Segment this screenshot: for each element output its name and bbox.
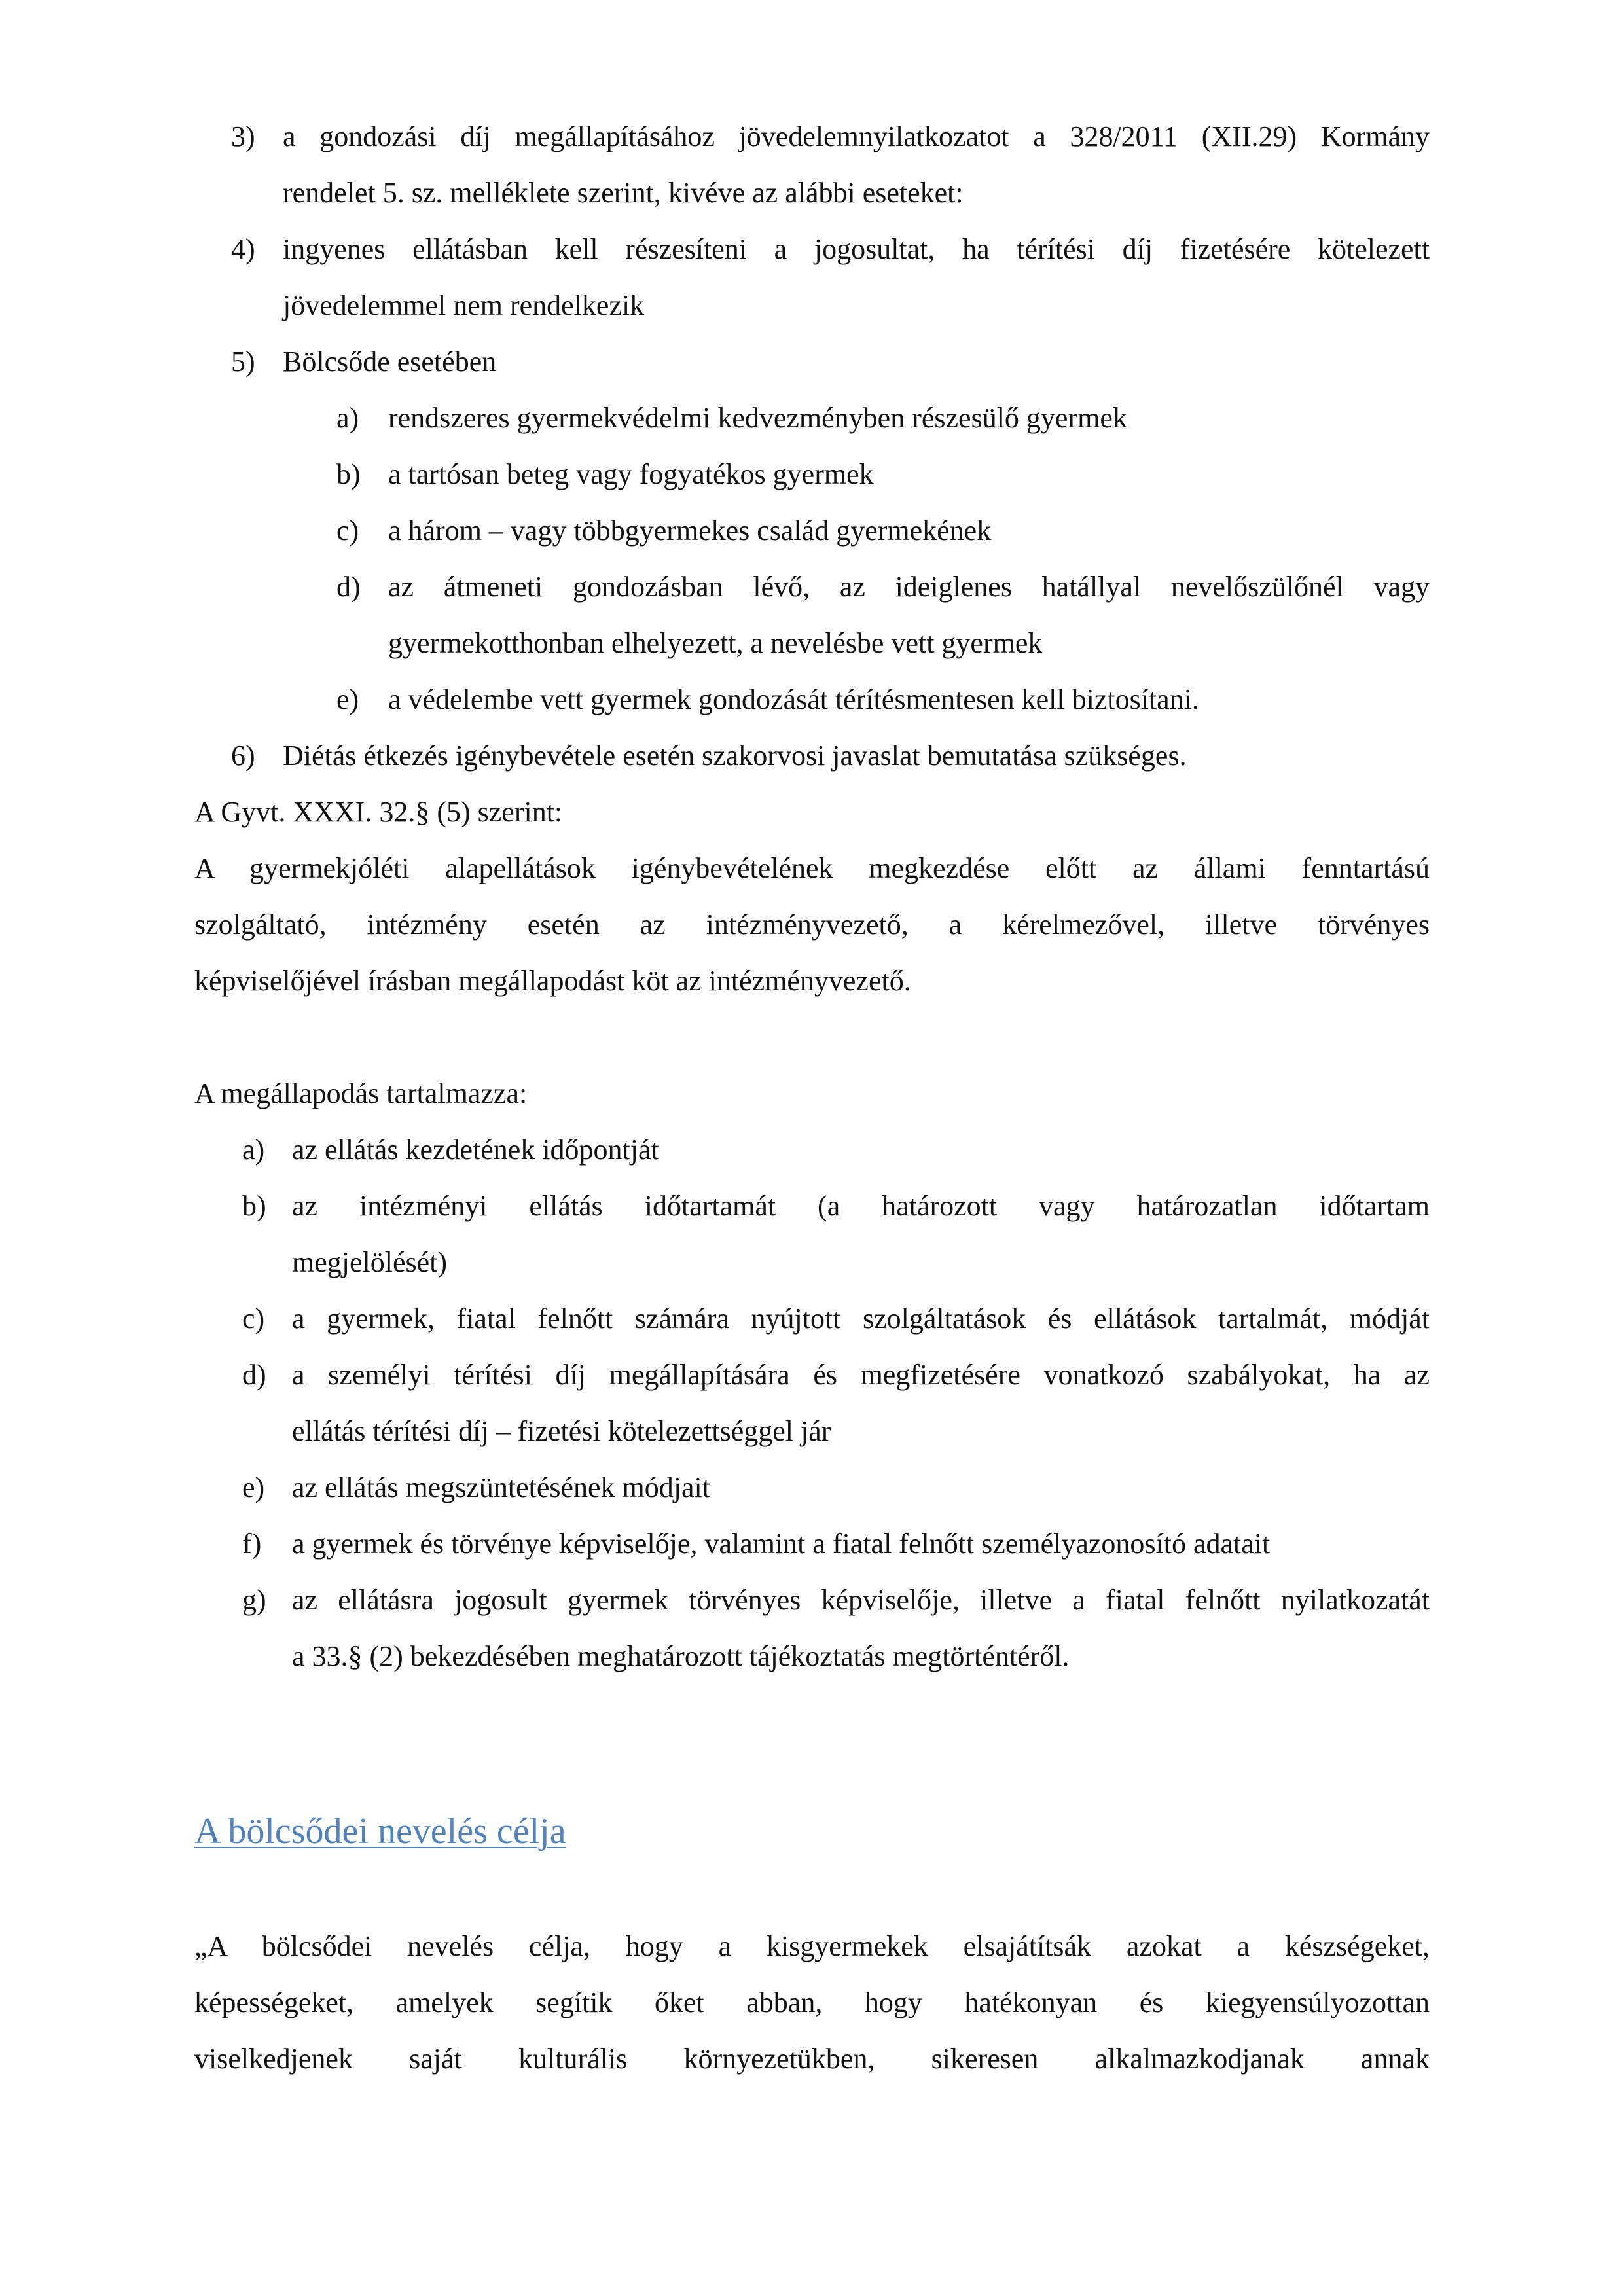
list-letter: e) (242, 1471, 265, 1503)
sub-list-letter: a) (336, 402, 359, 434)
list-letter: g) (242, 1584, 266, 1616)
sub-list-item-text: a három – vagy többgyermekes család gyermekének (388, 514, 992, 547)
list-item-text: a személyi térítési díj megállapítására és megfizetésére vonatkozó szabályokat, ha az (292, 1359, 1430, 1391)
paragraph-line: képviselőjével írásban megállapodást köt az intézményvezető. (194, 965, 911, 997)
contents-intro: A megállapodás tartalmazza: (194, 1077, 528, 1109)
list-item-text: rendelet 5. sz. melléklete szerint, kivéve az alábbi eseteket: (283, 177, 964, 209)
list-item-text: a gondozási díj megállapításához jövedelemnyilatkozatot a 328/2011 (XII.29) Kormány (283, 120, 1430, 152)
list-item-text: az ellátás kezdetének időpontját (292, 1134, 659, 1166)
sub-list-item-text: rendszeres gyermekvédelmi kedvezményben részesülő gyermek (388, 402, 1127, 434)
list-number: 3) (231, 120, 255, 152)
list-item-text: ingyenes ellátásban kell részesíteni a jogosultat, ha térítési díj fizetésére kötelezett (283, 233, 1430, 265)
list-item-text: a 33.§ (2) bekezdésében meghatározott tájékoztatás megtörténtéről. (292, 1640, 1070, 1672)
sub-list-item-text: a tartósan beteg vagy fogyatékos gyermek (388, 458, 874, 490)
paragraph-line: képességeket, amelyek segítik őket abban, hogy hatékonyan és kiegyensúlyozottan (194, 1986, 1430, 2018)
list-number: 5) (231, 346, 255, 378)
list-item-text: Diétás étkezés igénybevétele esetén szakorvosi javaslat bemutatása szükséges. (283, 740, 1187, 772)
sub-list-letter: e) (336, 683, 359, 715)
list-item-text: ellátás térítési díj – fizetési kötelezettséggel jár (292, 1415, 831, 1447)
sub-list-letter: b) (336, 458, 361, 490)
sub-list-item-text: gyermekotthonban elhelyezett, a nevelésbe vett gyermek (388, 627, 1043, 659)
list-item-text: a gyermek és törvénye képviselője, valamint a fiatal felnőtt személyazonosító adatait (292, 1528, 1271, 1560)
list-letter: c) (242, 1302, 265, 1335)
sub-list-letter: d) (336, 571, 361, 603)
list-number: 6) (231, 740, 255, 772)
list-letter: f) (242, 1528, 262, 1560)
list-item-text: Bölcsőde esetében (283, 346, 497, 378)
paragraph-line: A gyermekjóléti alapellátások igénybevételének megkezdése előtt az állami fenntartású (194, 852, 1430, 884)
list-item-text: megjelölését) (292, 1246, 448, 1278)
list-item-text: a gyermek, fiatal felnőtt számára nyújtott szolgáltatások és ellátások tartalmát, módját (292, 1302, 1430, 1335)
paragraph-line: viselkedjenek saját kulturális környezetükben, sikeresen alkalmazkodjanak annak (194, 2043, 1430, 2075)
sub-list-item-text: a védelembe vett gyermek gondozását térítésmentesen kell biztosítani. (388, 683, 1199, 715)
list-item-text: az intézményi ellátás időtartamát (a határozott vagy határozatlan időtartam (292, 1190, 1430, 1222)
legal-reference: A Gyvt. XXXI. 32.§ (5) szerint: (194, 796, 563, 828)
section-heading: A bölcsődei nevelés célja (194, 1811, 566, 1852)
list-item-text: jövedelemmel nem rendelkezik (283, 289, 645, 321)
list-letter: a) (242, 1134, 265, 1166)
list-item-text: az ellátás megszüntetésének módjait (292, 1471, 710, 1503)
list-letter: d) (242, 1359, 266, 1391)
list-letter: b) (242, 1190, 266, 1222)
list-number: 4) (231, 233, 255, 265)
paragraph-line: „A bölcsődei nevelés célja, hogy a kisgyermekek elsajátítsák azokat a készségeket, (194, 1930, 1430, 1962)
paragraph-line: szolgáltató, intézmény esetén az intézményvezető, a kérelmezővel, illetve törvényes (194, 908, 1430, 941)
sub-list-item-text: az átmeneti gondozásban lévő, az ideiglenes hatállyal nevelőszülőnél vagy (388, 571, 1430, 603)
list-item-text: az ellátásra jogosult gyermek törvényes képviselője, illetve a fiatal felnőtt nyilatkozatát (292, 1584, 1430, 1616)
sub-list-letter: c) (336, 514, 359, 547)
